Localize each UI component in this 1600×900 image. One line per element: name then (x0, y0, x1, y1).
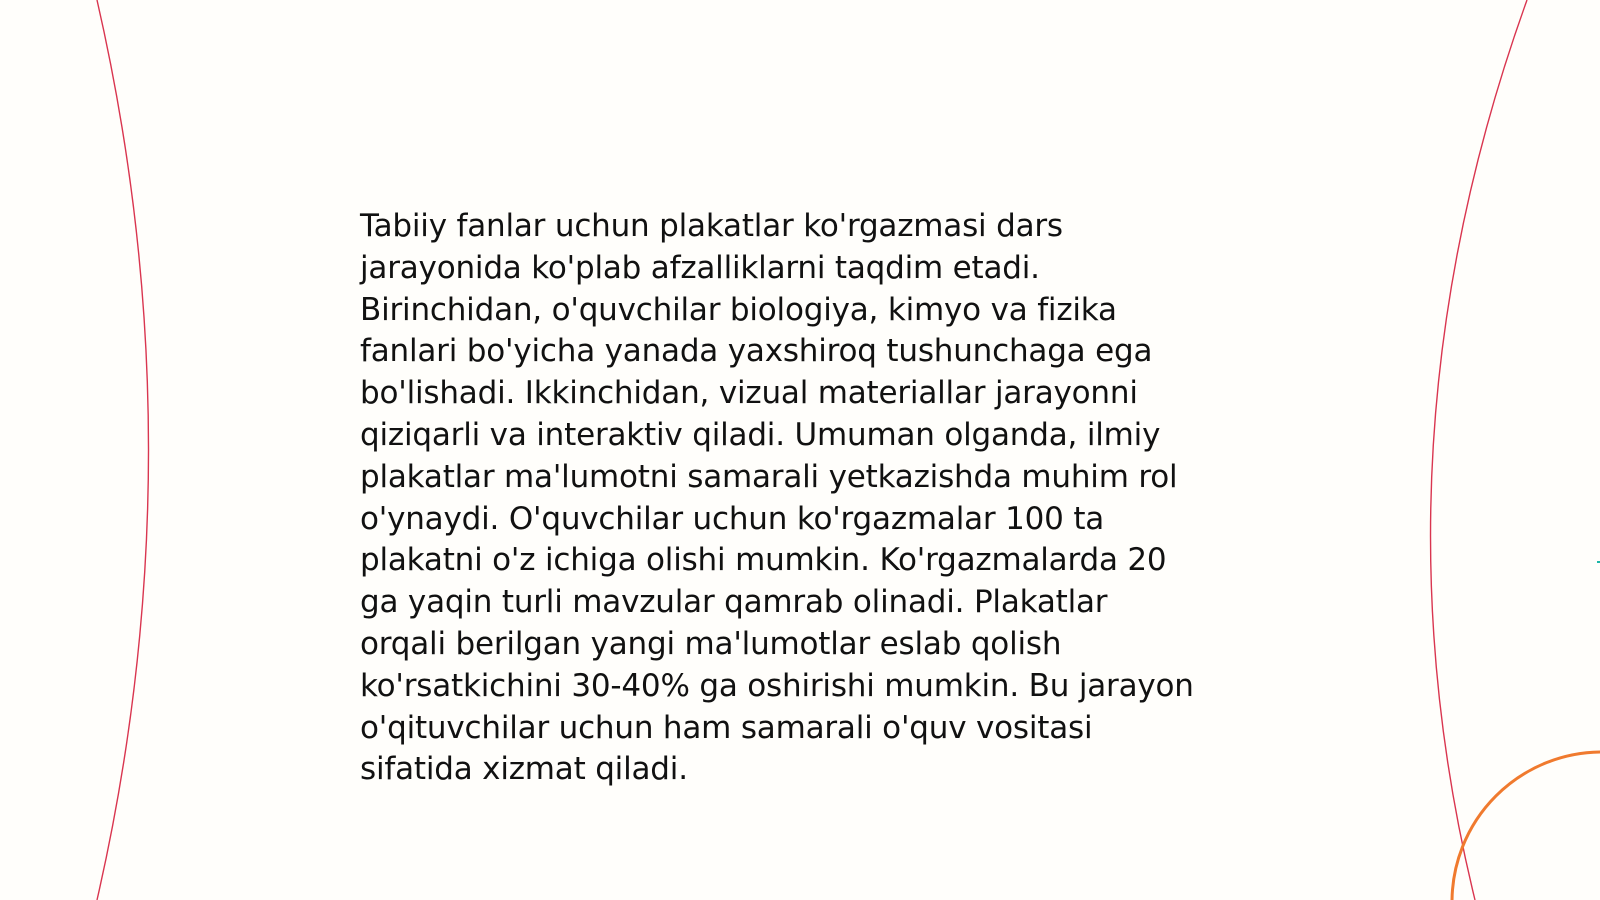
text-line: plakatlar ma'lumotni samarali yetkazishda muhim rol (360, 458, 1178, 495)
right-arc-curve (1431, 0, 1527, 900)
text-line: fanlari bo'yicha yanada yaxshiroq tushunchaga ega (360, 333, 1153, 370)
text-line: ga yaqin turli mavzular qamrab olinadi. Plakatlar (360, 584, 1108, 621)
text-line: orqali berilgan yangi ma'lumotlar eslab qolish (360, 625, 1062, 662)
text-line: jarayonida ko'plab afzalliklarni taqdim etadi. (360, 249, 1040, 286)
left-arc-curve (97, 0, 149, 900)
text-line: Tabiiy fanlar uchun plakatlar ko'rgazmasi dars (360, 208, 1063, 244)
text-line: plakatni o'z ichiga olishi mumkin. Ko'rgazmalarda 20 (360, 542, 1167, 579)
orange-arc-circle (1452, 752, 1600, 900)
body-paragraph (360, 206, 1260, 791)
text-line: Birinchidan, o'quvchilar biologiya, kimyo va fizika (360, 291, 1117, 328)
text-line: o'ynaydi. O'quvchilar uchun ko'rgazmalar 100 ta (360, 500, 1105, 537)
text-line: qiziqarli va interaktiv qiladi. Umuman olganda, ilmiy (360, 416, 1161, 453)
text-line: sifatida xizmat qiladi. (360, 751, 688, 788)
text-line: bo'lishadi. Ikkinchidan, vizual materiallar jarayonni (360, 375, 1138, 412)
text-line: ko'rsatkichini 30-40% ga oshirishi mumkin. Bu jarayon (360, 667, 1194, 704)
text-line: o'qituvchilar uchun ham samarali o'quv vositasi (360, 709, 1093, 746)
